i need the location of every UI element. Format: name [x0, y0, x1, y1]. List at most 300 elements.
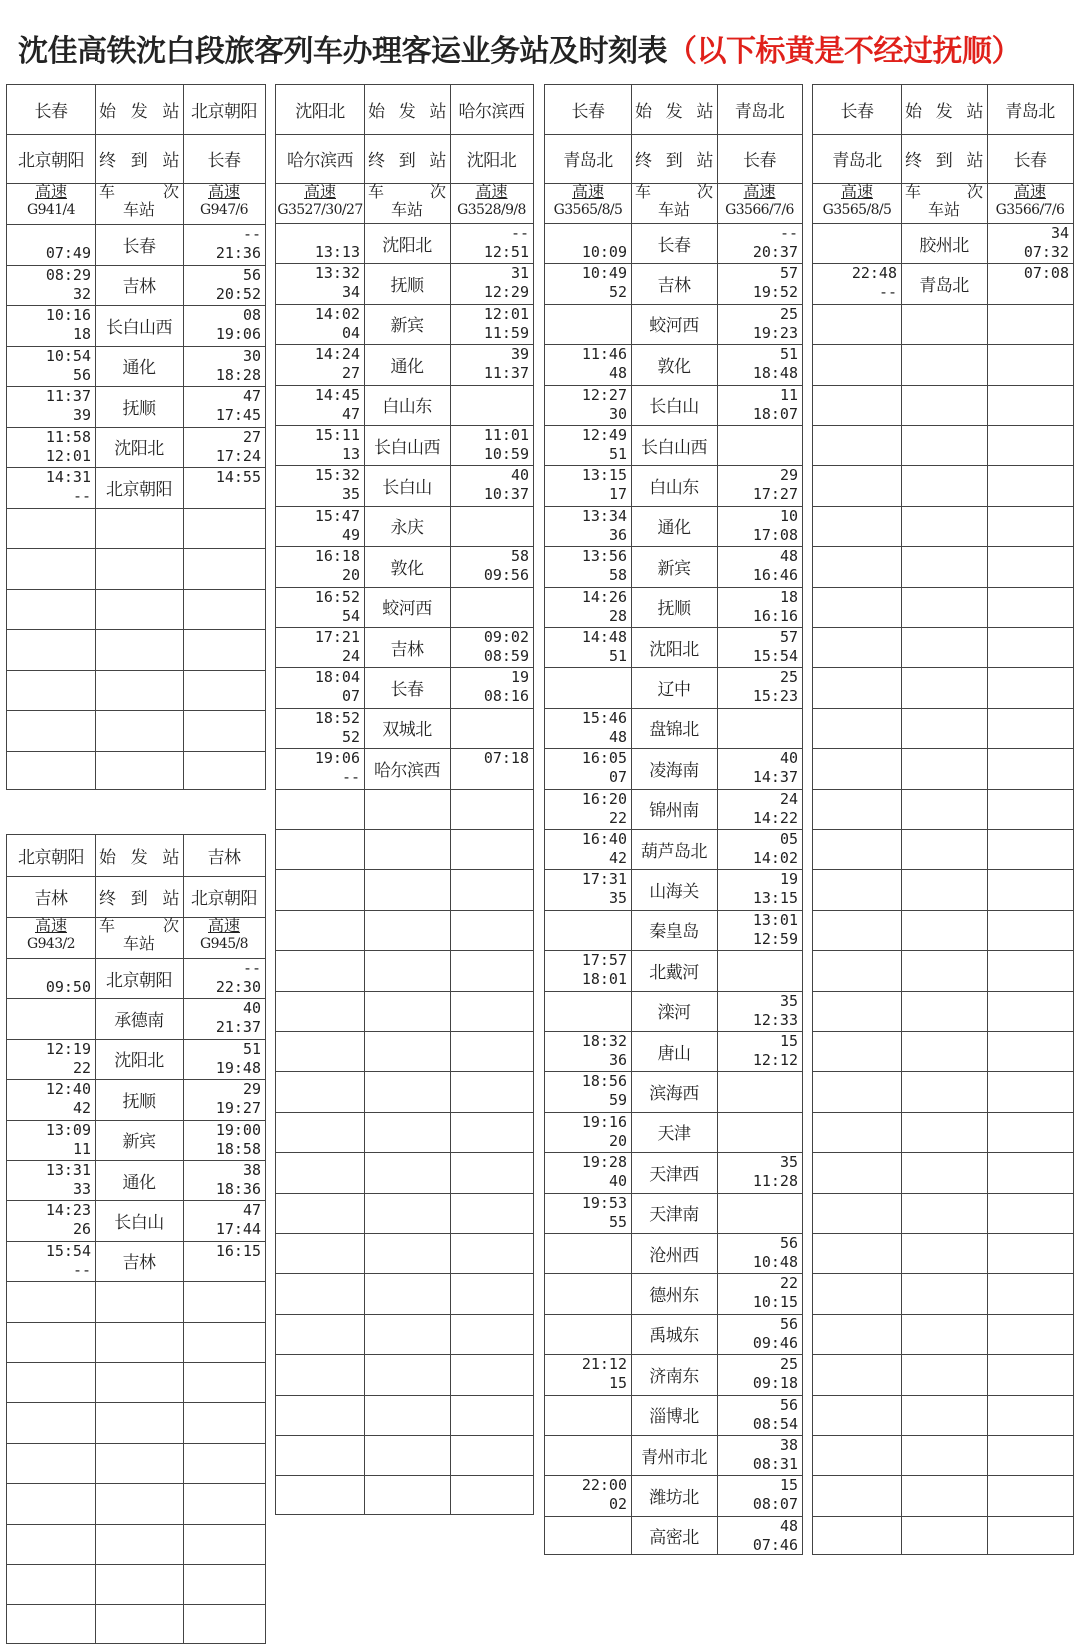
- departure-time: 22:30: [215, 978, 261, 996]
- time-left: [813, 1193, 901, 1233]
- train-grade: 高速: [34, 917, 67, 935]
- departure-time: 07:32: [1023, 243, 1069, 261]
- time-left: [276, 223, 364, 263]
- origin-label: [95, 835, 183, 876]
- time-right: [450, 465, 533, 505]
- timetable-panel: [6, 834, 266, 1644]
- station-name: [901, 1071, 987, 1111]
- time-right: [987, 1233, 1073, 1273]
- arrival-time: 14:45: [314, 385, 360, 404]
- train-grade: 高速: [571, 183, 604, 201]
- station-name: [901, 1193, 987, 1233]
- time-left: [545, 1273, 631, 1313]
- departure-time: 18:07: [752, 404, 798, 423]
- station-label: 车站: [122, 200, 155, 219]
- time-left: [545, 991, 631, 1031]
- station-name: 天津南: [649, 1205, 699, 1226]
- station-name: 吉林: [657, 276, 691, 297]
- time-right: [987, 789, 1073, 829]
- time-right: [183, 467, 265, 508]
- arrival-time: 57: [779, 628, 798, 646]
- time-left: [7, 548, 95, 589]
- station-name: [901, 910, 987, 950]
- station-name: 蛟河西: [649, 316, 699, 337]
- time-right: [183, 346, 265, 387]
- label-char: 发: [935, 102, 953, 122]
- station-name: [901, 385, 987, 425]
- time-right: [450, 1475, 533, 1515]
- departure-time: 14:02: [752, 849, 798, 867]
- time-right: [987, 344, 1073, 384]
- arrival-time: 57: [779, 264, 798, 283]
- arrival-time: 12:19: [45, 1039, 91, 1058]
- time-right: [717, 587, 802, 627]
- departure-time: 10:15: [752, 1293, 798, 1312]
- station-name: 吉林: [122, 1253, 156, 1274]
- train-grade: 高速: [207, 183, 240, 201]
- station-label: 车站: [390, 200, 423, 219]
- station-name: [901, 829, 987, 869]
- arrival-time: 29: [779, 466, 798, 485]
- departure-time: 18:01: [581, 970, 627, 989]
- time-right: [717, 263, 802, 303]
- train-number: G945/8: [200, 936, 248, 952]
- time-left: [276, 748, 364, 788]
- departure-time: 17:44: [215, 1220, 261, 1239]
- arrival-time: 19:53: [581, 1193, 627, 1212]
- time-left: [545, 263, 631, 303]
- departure-time: 19:06: [215, 325, 261, 343]
- station-name: [95, 1564, 183, 1604]
- train-info-left: [7, 917, 95, 958]
- time-left: [7, 1564, 95, 1604]
- departure-time: 11: [72, 1139, 91, 1158]
- station-name: 北戴河: [649, 962, 699, 983]
- label-char: 站: [162, 102, 179, 122]
- label-char: 到: [665, 151, 683, 171]
- time-left: [545, 1152, 631, 1192]
- time-left: [813, 869, 901, 909]
- departure-time: 16:16: [752, 606, 798, 625]
- time-right: [450, 1193, 533, 1233]
- time-right: [450, 1354, 533, 1394]
- time-right: [450, 950, 533, 990]
- arrival-time: 16:18: [314, 547, 360, 566]
- time-right: [183, 1322, 265, 1362]
- station-name: 沈阳北: [114, 439, 164, 460]
- time-left: [813, 627, 901, 667]
- timetable-panel: [6, 84, 266, 790]
- departure-time: 42: [72, 1099, 91, 1118]
- time-right: [450, 587, 533, 627]
- terminus-label: [901, 134, 987, 183]
- departure-time: 26: [72, 1220, 91, 1239]
- departure-time: 08:59: [483, 647, 529, 665]
- time-left: [813, 910, 901, 950]
- time-left: [813, 748, 901, 788]
- departure-time: 07: [341, 687, 360, 706]
- label-char: 站: [429, 102, 446, 122]
- station-name: [901, 465, 987, 505]
- time-right: [987, 1273, 1073, 1313]
- time-left: [276, 1435, 364, 1475]
- time-left: [545, 344, 631, 384]
- arrival-time: 16:15: [215, 1241, 261, 1260]
- time-right: [987, 1112, 1073, 1152]
- station-name: [95, 629, 183, 670]
- time-right: [450, 1233, 533, 1273]
- time-left: [276, 667, 364, 707]
- time-right: [183, 1564, 265, 1604]
- arrival-time: 47: [242, 387, 261, 405]
- time-left: [545, 627, 631, 667]
- station-name: 青岛北: [919, 276, 969, 297]
- departure-time: 04: [341, 323, 360, 342]
- arrival-time: 17:21: [314, 628, 360, 646]
- label-char: 终: [99, 889, 116, 909]
- station-name: [95, 1281, 183, 1321]
- time-left: [813, 829, 901, 869]
- arrival-time: 15: [779, 1032, 798, 1050]
- time-left: [276, 1031, 364, 1071]
- time-left: [276, 1193, 364, 1233]
- departure-time: 48: [608, 727, 627, 746]
- label-char: 终: [905, 151, 922, 171]
- time-left: [7, 1160, 95, 1200]
- station-name: 天津西: [649, 1164, 699, 1185]
- time-right: [450, 869, 533, 909]
- time-left: [545, 1071, 631, 1111]
- time-right: [987, 829, 1073, 869]
- station-name: [901, 1475, 987, 1515]
- time-right: [183, 1483, 265, 1523]
- time-left: [276, 425, 364, 465]
- station-name: [364, 1435, 450, 1475]
- station-name: [901, 991, 987, 1031]
- time-left: [545, 1435, 631, 1475]
- station-name: 抚顺: [390, 276, 424, 297]
- time-right: [450, 263, 533, 303]
- arrival-time: 15:32: [314, 466, 360, 485]
- departure-time: 24: [341, 647, 360, 665]
- time-right: [987, 223, 1073, 263]
- station-name: [901, 789, 987, 829]
- time-left: [276, 506, 364, 546]
- arrival-time: 17:31: [581, 870, 627, 889]
- station-name: 唐山: [657, 1043, 691, 1064]
- time-right: [183, 1079, 265, 1119]
- station-name: 通化: [390, 356, 424, 377]
- time-left: [276, 1112, 364, 1152]
- arrival-time: 09:02: [483, 628, 529, 646]
- time-left: [7, 1200, 95, 1240]
- station-name: 通化: [122, 358, 156, 379]
- time-right: [183, 548, 265, 589]
- time-left: [7, 1524, 95, 1564]
- arrival-time: 56: [779, 1234, 798, 1252]
- time-left: [7, 427, 95, 468]
- time-left: [545, 708, 631, 748]
- arrival-time: 10:54: [45, 346, 91, 365]
- label-char: 发: [398, 102, 416, 122]
- station-name: 锦州南: [649, 801, 699, 822]
- station-name: [364, 1152, 450, 1192]
- time-left: [545, 1031, 631, 1071]
- station-name: [95, 1524, 183, 1564]
- train-station-label: [901, 183, 987, 223]
- time-right: [450, 627, 533, 667]
- departure-time: 13: [341, 445, 360, 463]
- station-name: [901, 1354, 987, 1394]
- time-left: [813, 991, 901, 1031]
- arrival-time: 14:55: [215, 468, 261, 486]
- time-right: [987, 1475, 1073, 1515]
- train-number: G3566/7/6: [725, 202, 794, 218]
- origin-label: [901, 85, 987, 134]
- arrival-time: 14:23: [45, 1201, 91, 1220]
- time-right: [717, 1152, 802, 1192]
- time-right: [717, 627, 802, 667]
- time-right: [987, 708, 1073, 748]
- departure-time: 09:18: [752, 1374, 798, 1393]
- label-char: 发: [130, 848, 148, 868]
- station-name: [901, 1031, 987, 1071]
- time-left: [7, 346, 95, 387]
- departure-time: 42: [608, 849, 627, 867]
- time-right: [183, 1604, 265, 1644]
- time-left: [813, 1071, 901, 1111]
- time-right: [450, 910, 533, 950]
- time-left: [7, 1483, 95, 1523]
- time-left: [276, 991, 364, 1031]
- origin-station-right: 吉林: [207, 848, 241, 868]
- departure-time: 13:15: [752, 889, 798, 908]
- train-station-label: [364, 183, 450, 223]
- departure-time: 14:37: [752, 768, 798, 787]
- arrival-time: 16:05: [581, 749, 627, 768]
- arrival-time: 16:40: [581, 830, 627, 848]
- train-number: G943/2: [27, 936, 75, 952]
- terminus-station-right: 长春: [207, 151, 241, 171]
- station-name: 葫芦岛北: [641, 841, 707, 862]
- station-name: 长白山西: [641, 437, 707, 458]
- departure-time: 07: [608, 768, 627, 787]
- station-name: [95, 751, 183, 792]
- departure-time: --: [878, 283, 897, 302]
- station-name: 长春: [122, 236, 156, 257]
- arrival-time: 35: [779, 991, 798, 1010]
- departure-time: 52: [608, 283, 627, 302]
- departure-time: 19:48: [215, 1058, 261, 1077]
- time-left: [545, 304, 631, 344]
- station-name: [901, 748, 987, 788]
- time-right: [183, 670, 265, 711]
- time-left: [7, 1079, 95, 1119]
- station-name: 潍坊北: [649, 1488, 699, 1509]
- station-name: [95, 1322, 183, 1362]
- station-name: 沈阳北: [649, 639, 699, 660]
- time-right: [183, 1039, 265, 1079]
- origin-station-left: 长春: [840, 102, 874, 122]
- station-name: [364, 789, 450, 829]
- time-left: [813, 1395, 901, 1435]
- time-right: [450, 748, 533, 788]
- station-name: 长白山: [382, 478, 432, 499]
- origin-label: [95, 85, 183, 134]
- label-char: 终: [635, 151, 652, 171]
- arrival-time: 13:09: [45, 1120, 91, 1139]
- arrival-time: 15:47: [314, 506, 360, 525]
- label-char: 到: [398, 151, 416, 171]
- station-name: 承德南: [114, 1011, 164, 1032]
- time-left: [545, 1516, 631, 1556]
- time-left: [813, 304, 901, 344]
- time-right: [450, 1031, 533, 1071]
- station-name: 抚顺: [657, 599, 691, 620]
- station-name: 辽中: [657, 680, 691, 701]
- departure-time: 09:56: [483, 566, 529, 585]
- station-name: [364, 910, 450, 950]
- time-left: [813, 1031, 901, 1071]
- arrival-time: 13:56: [581, 547, 627, 566]
- time-left: [7, 1362, 95, 1402]
- label-char: 次: [429, 183, 446, 201]
- terminus-station-right: 长春: [743, 151, 776, 171]
- arrival-time: 11:01: [483, 426, 529, 444]
- terminus-station-left: 北京朝阳: [18, 151, 84, 171]
- time-left: [545, 1314, 631, 1354]
- arrival-time: 25: [779, 304, 798, 323]
- departure-time: 36: [608, 1051, 627, 1069]
- departure-time: 15:23: [752, 687, 798, 706]
- time-right: [717, 1233, 802, 1273]
- time-right: [450, 506, 533, 546]
- time-left: [813, 1233, 901, 1273]
- station-name: 通化: [122, 1172, 156, 1193]
- origin-station-left: 长春: [34, 102, 68, 122]
- label-char: 次: [696, 183, 713, 201]
- time-left: [813, 950, 901, 990]
- time-left: [276, 1475, 364, 1515]
- departure-time: 10:37: [483, 485, 529, 504]
- terminus-label: [364, 134, 450, 183]
- station-name: 山海关: [649, 882, 699, 903]
- station-name: 哈尔滨西: [374, 760, 440, 781]
- time-left: [276, 1152, 364, 1192]
- label-char: 车: [905, 183, 922, 201]
- train-grade: 高速: [207, 917, 240, 935]
- time-left: [276, 1314, 364, 1354]
- terminus-station-right: 沈阳北: [466, 151, 517, 171]
- time-right: [183, 265, 265, 306]
- station-name: [95, 548, 183, 589]
- time-right: [987, 385, 1073, 425]
- time-left: [813, 263, 901, 303]
- train-info-right: [987, 183, 1073, 223]
- train-info-left: [276, 183, 364, 223]
- time-left: [7, 386, 95, 427]
- time-right: [987, 1354, 1073, 1394]
- time-left: [545, 1193, 631, 1233]
- time-right: [987, 1516, 1073, 1556]
- time-right: [717, 748, 802, 788]
- time-right: [717, 910, 802, 950]
- time-left: [545, 385, 631, 425]
- time-right: [183, 1120, 265, 1160]
- arrival-time: 18:52: [314, 708, 360, 727]
- station-name: 吉林: [122, 277, 156, 298]
- time-left: [276, 910, 364, 950]
- arrival-time: 48: [779, 1516, 798, 1535]
- station-name: [901, 1233, 987, 1273]
- train-info-right: [183, 917, 265, 958]
- label-char: 站: [696, 151, 713, 171]
- station-name: 天津: [657, 1124, 691, 1145]
- departure-time: 15: [608, 1374, 627, 1393]
- time-right: [717, 425, 802, 465]
- station-name: [95, 1443, 183, 1483]
- arrival-time: 08: [242, 306, 261, 324]
- station-name: [95, 1483, 183, 1523]
- time-right: [717, 546, 802, 586]
- time-right: [717, 1435, 802, 1475]
- arrival-time: --: [242, 959, 261, 977]
- departure-time: 08:07: [752, 1495, 798, 1514]
- terminus-label: [95, 876, 183, 917]
- station-name: 青州市北: [641, 1447, 707, 1468]
- time-right: [183, 1160, 265, 1200]
- train-info-right: [717, 183, 802, 223]
- time-right: [717, 1071, 802, 1111]
- time-right: [450, 789, 533, 829]
- station-name: [364, 1314, 450, 1354]
- label-char: 站: [429, 151, 446, 171]
- station-name: [95, 589, 183, 630]
- arrival-time: 51: [242, 1039, 261, 1058]
- arrival-time: --: [779, 224, 798, 242]
- time-right: [183, 386, 265, 427]
- time-left: [276, 869, 364, 909]
- origin-label: [364, 85, 450, 134]
- station-name: 抚顺: [122, 1091, 156, 1112]
- train-grade: 高速: [743, 183, 776, 201]
- time-right: [183, 1281, 265, 1321]
- departure-time: 02: [608, 1495, 627, 1514]
- station-name: 敦化: [657, 356, 691, 377]
- terminus-station-left: 青岛北: [563, 151, 613, 171]
- time-right: [183, 508, 265, 549]
- time-right: [450, 991, 533, 1031]
- train-number: G3527/30/27: [277, 202, 363, 218]
- departure-time: 18:58: [215, 1139, 261, 1158]
- arrival-time: 12:40: [45, 1080, 91, 1099]
- train-grade: 高速: [303, 183, 336, 201]
- station-name: [901, 869, 987, 909]
- time-right: [987, 1031, 1073, 1071]
- origin-station-right: 青岛北: [734, 102, 785, 122]
- time-right: [450, 829, 533, 869]
- time-right: [987, 263, 1073, 303]
- arrival-time: 15:54: [45, 1241, 91, 1260]
- departure-time: 18:28: [215, 365, 261, 384]
- label-char: 始: [635, 102, 652, 122]
- time-right: [450, 546, 533, 586]
- time-left: [813, 1475, 901, 1515]
- station-name: [901, 1273, 987, 1313]
- time-left: [7, 589, 95, 630]
- arrival-time: 19:00: [215, 1120, 261, 1139]
- origin-station-left: 长春: [571, 102, 605, 122]
